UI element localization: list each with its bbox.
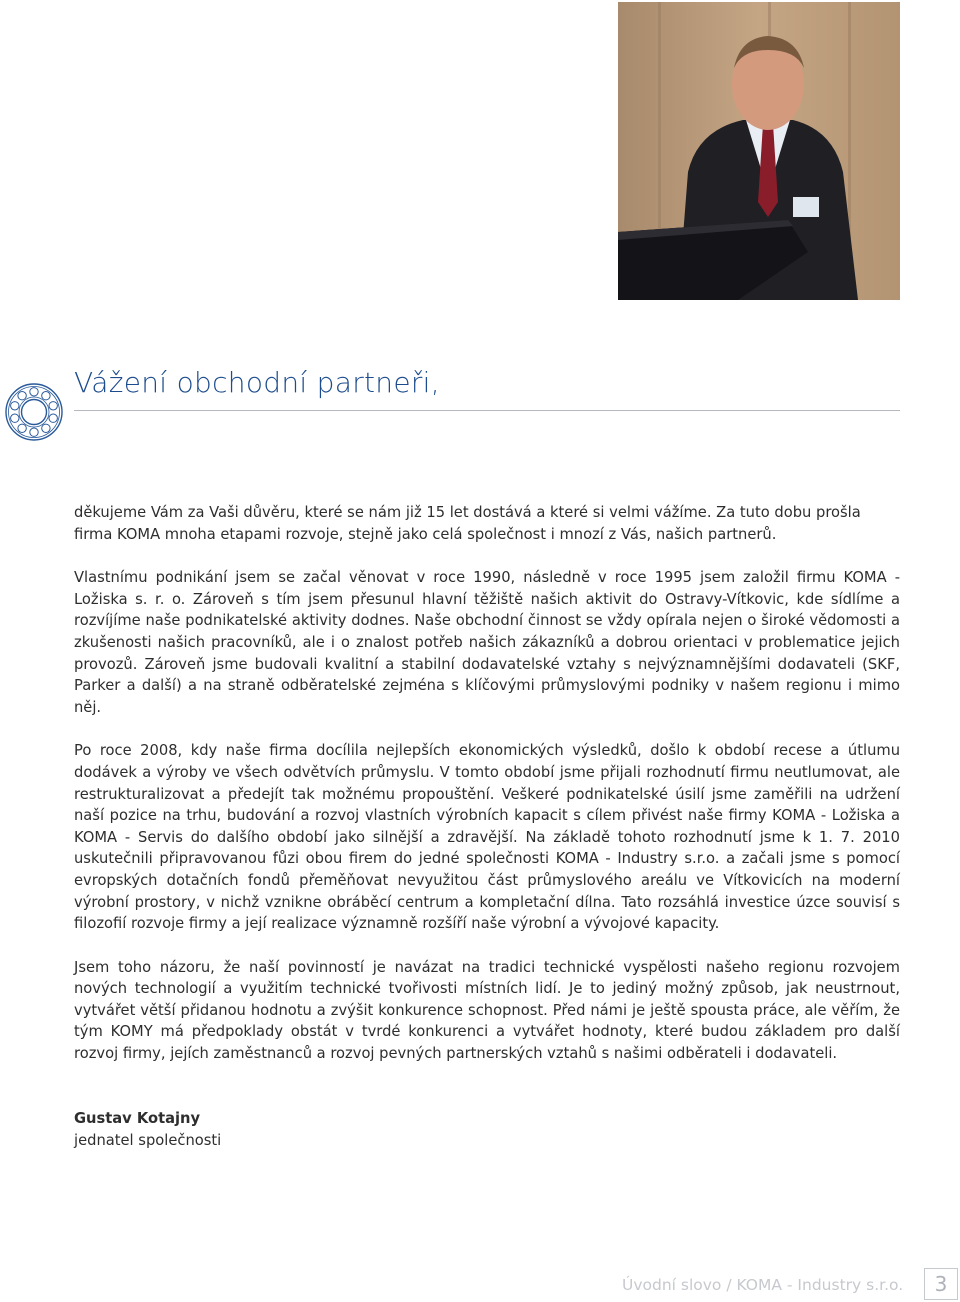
bearing-ring-icon [4,382,64,442]
footer-text: Úvodní slovo / KOMA - Industry s.r.o. [622,1276,904,1294]
heading-divider [74,410,900,411]
signature-block [74,1108,221,1151]
paragraph-3: Po roce 2008, kdy naše firma docílila nejlepších ekonomických výsledků, došlo k období recese a útlumu dodávek a výroby ve všech odvětvích průmyslu. V tomto období jsme přijali rozhodnutí firmu neutlumovat, ale restrukturalizovat a předejít tak možnému propouštění. Veškeré podnikatelské úsilí jsme zaměřili na udržení naší pozice na trhu, budování a rozvoj vlastních výrobních kapacit s cílem přivést naše firmy KOMA - Ložiska a KOMA - Servis do dalšího období jako silnější a zdravější. Na základě tohoto rozhodnutí jsme k 1. 7. 2010 uskutečnili připravovanou fůzi obou firem do jedné společnosti KOMA - Industry s.r.o. a začali jsme s pomocí evropských dotačních fondů přeměňovat nevyužitou část průmyslového areálu ve Vítkovicích na moderní výrobní prostory, v nichž vznikne obráběcí centrum a kompletační dílna. Tato rozsáhlá investice úzce souvisí s filozofií rozvoje firmy a její realizace významně rozšíří naše výrobní a vývojové kapacity. [74,742,900,933]
speaker-photo [618,2,900,300]
speaker-photo-illustration [618,2,900,300]
paragraph-1: děkujeme Vám za Vaši důvěru, které se nám již 15 let dostává a které si velmi vážíme. Za tuto dobu prošla firma KOMA mnoha etapami rozvoje, stejně jako celá společnost i mnozí z Vás, našich partnerů. [74,504,861,543]
page-number: 3 [924,1268,958,1300]
signature-name: Gustav Kotajny [74,1110,201,1127]
page-title: Vážení obchodní partneři, [74,366,440,399]
paragraph-4: Jsem toho názoru, že naší povinností je navázat na tradici technické vyspělosti našeho regionu rozvojem nových technologií a využitím technické tvořivosti místních lidí. Je to jediný možný způsob, jak neustrnout, vytvářet větší přidanou hodnotu a zvýšit konkurence schopnost. Před námi je ještě spousta práce, ale věřím, že tým KOMY má předpoklady obstát v tvrdé konkurenci a vytvářet hodnoty, které budou základem pro další rozvoj firmy, jejích zaměstnanců a rozvoj pevných partnerských vztahů s našimi odběrateli i dodavateli. [74,958,900,1063]
letter-body [74,502,900,1087]
paragraph-2: Vlastnímu podnikání jsem se začal věnovat v roce 1990, následně v roce 1995 jsem založil firmu KOMA - Ložiska s. r. o. Zároveň s tím jsem přesunul hlavní těžiště našich aktivit do Ostravy-Vítkovic, kde sídlíme a rozvíjíme naše podnikatelské aktivity dodnes. Naše obchodní činnost se vždy opírala nejen o široké vědomosti a zkušenosti našich pracovníků, ale i o znalost potřeb našich zákazníků a dobrou orientaci v problematice jejich provozů. Zároveň jsme budovali kvalitní a stabilní dodavatelské vztahy s nejvýznamnějšími dodavateli (SKF, Parker a další) a na straně odběratelské zejména s klíčovými průmyslovými podniky v našem regionu i mimo něj. [74,569,900,716]
signature-title: jednatel společnosti [74,1131,222,1149]
